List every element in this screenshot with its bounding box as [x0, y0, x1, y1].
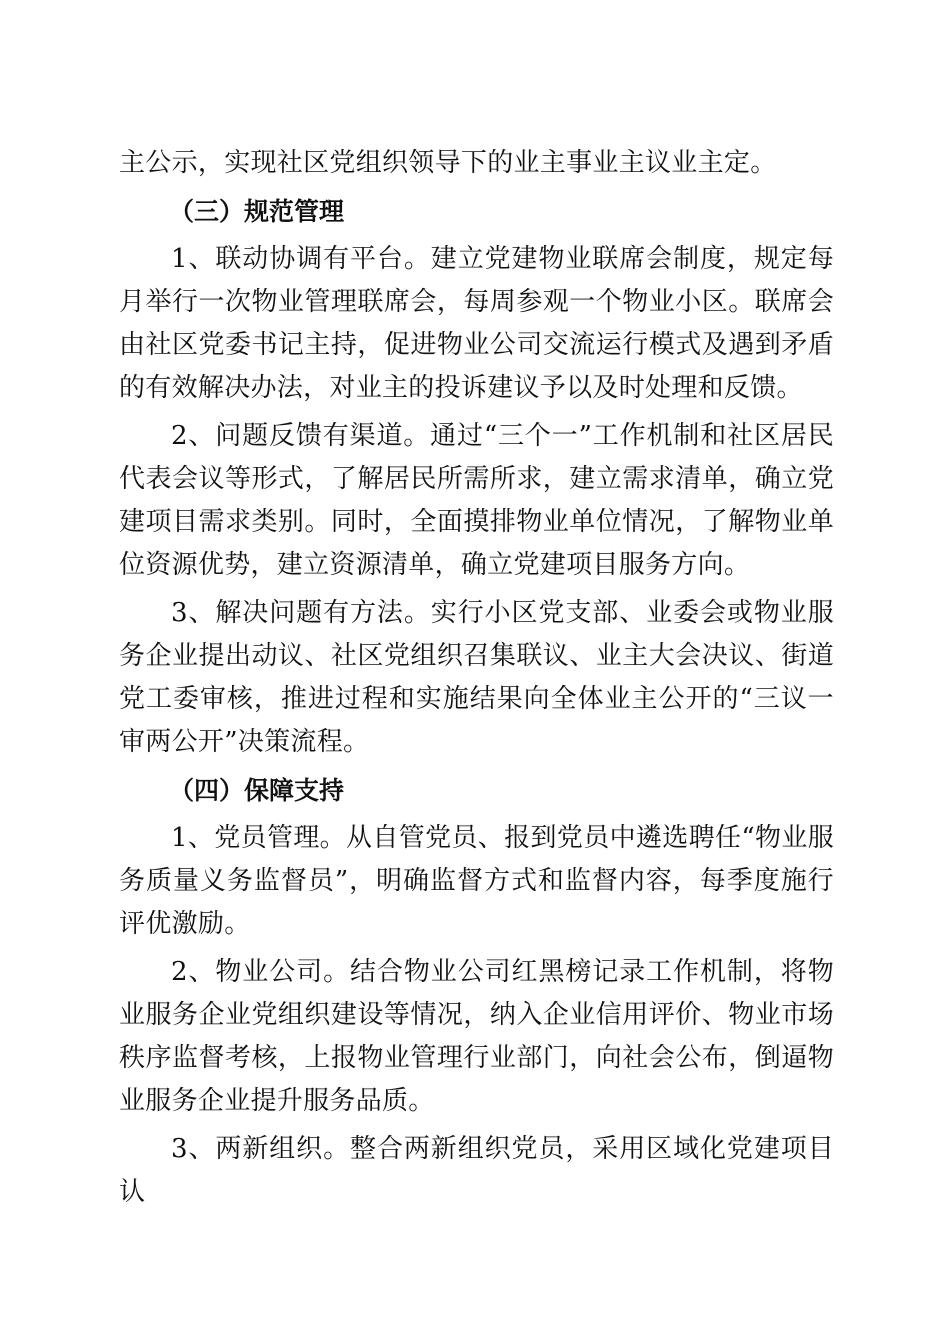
section-4-item-2: 2、物业公司。结合物业公司红黑榜记录工作机制，将物业服务企业党组织建设等情况，纳入企业信用评价、物业市场秩序监督考核，上报物业管理行业部门，向社会公布，倒逼物业服务企业提升服务品质。: [119, 957, 834, 1116]
section-heading-4: （四）保障支持: [169, 776, 345, 805]
section-3-item-1: 1、联动协调有平台。建立党建物业联席会制度，规定每月举行一次物业管理联席会，每周参观一个物业小区。联席会由社区党委书记主持，促进物业公司交流运行模式及遇到矛盾的有效解决办法，对业主的投诉建议予以及时处理和反馈。: [119, 244, 834, 403]
section-3-item-3: 3、解决问题有方法。实行小区党支部、业委会或物业服务企业提出动议、社区党组织召集联议、业主大会决议、街道党工委审核，推进过程和实施结果向全体业主公开的“三议一审两公开”决策流程。: [119, 598, 834, 757]
section-4-item-1: 1、党员管理。从自管党员、报到党员中遴选聘任“物业服务质量义务监督员”，明确监督方式和监督内容，每季度施行评优激励。: [119, 823, 834, 939]
document-body: [119, 142, 834, 1219]
section-heading-3: （三）规范管理: [169, 197, 345, 226]
paragraph-continuation: 主公示，实现社区党组织领导下的业主事业主议业主定。: [119, 148, 777, 178]
section-3-item-2: 2、问题反馈有渠道。通过“三个一”工作机制和社区居民代表会议等形式，了解居民所需所求，建立需求清单，确立党建项目需求类别。同时，全面摸排物业单位情况，了解物业单位资源优势，建立资源清单，确立党建项目服务方向。: [119, 421, 834, 580]
section-4-item-3: 3、两新组织。整合两新组织党员，采用区域化党建项目认: [119, 1134, 834, 1207]
